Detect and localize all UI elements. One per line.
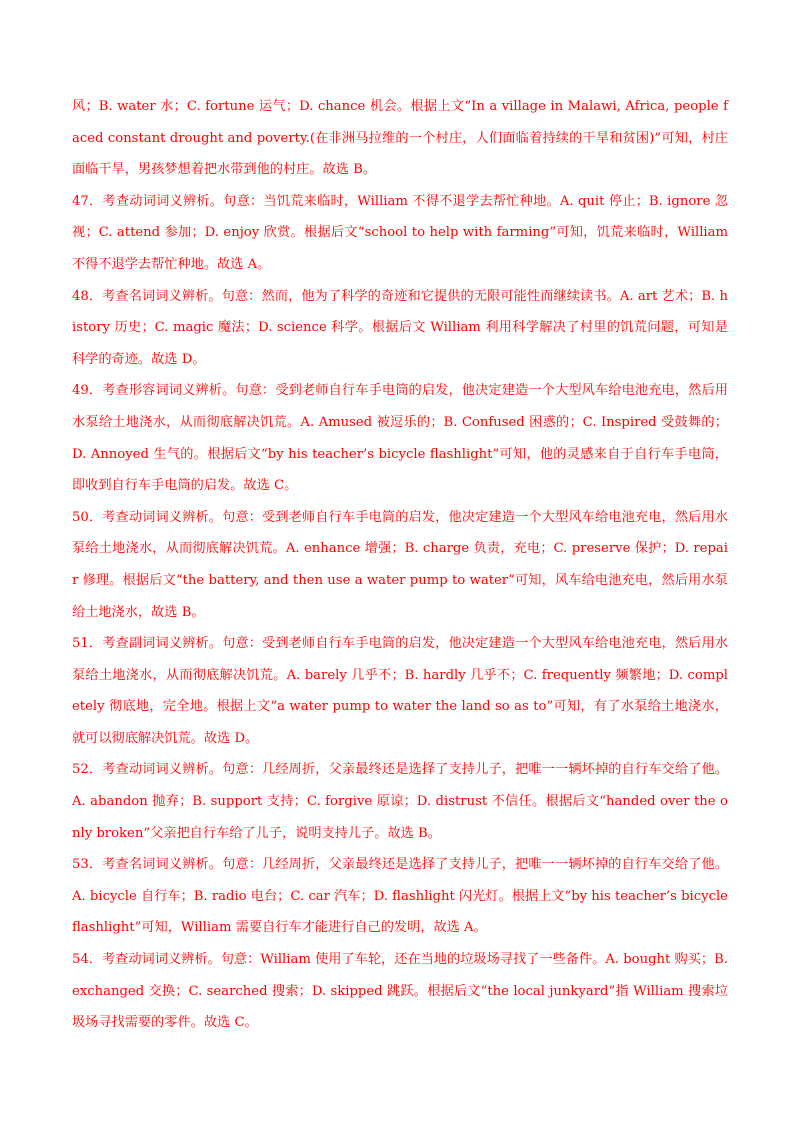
paragraph-49: 49．考查形容词词义辨析。句意：受到老师自行车手电筒的启发，他决定建造一个大型风车给电池充电，然后用水泵给土地浇水，从而彻底解决饥荒。A. Amused 被逗乐的；B. Confused 困惑的；C. Inspired 受鼓舞的；D. Annoyed 生气的。根据后文“by his teacher’s bicycle flashlight”可知，他的灵感来自于自行车手电筒，即收到自行车手电筒的启发。故选 C。 xyxy=(72,383,728,494)
paragraph-47: 47．考查动词词义辨析。句意：当饥荒来临时，William 不得不退学去帮忙种地。A. quit 停止；B. ignore 忽视；C. attend 参加；D. enjoy 欣赏。根据后文“school to help with farming”可知，饥荒来临时，William 不得不退学去帮忙种地。故选 A。 xyxy=(72,193,728,272)
answer-explanations xyxy=(72,91,728,1039)
paragraph-53: 53．考查名词词义辨析。句意：几经周折，父亲最终还是选择了支持儿子，把唯一一辆坏掉的自行车交给了他。A. bicycle 自行车；B. radio 电台；C. car 汽车；D. flashlight 闪光灯。根据上文“by his teacher’s bicycle flashlight”可知，William 需要自行车才能进行自己的发明，故选 A。 xyxy=(72,857,728,936)
paragraph-46-continued: 风；B. water 水；C. fortune 运气；D. chance 机会。根据上文“In a village in Malawi, Africa, people faced constant drought and poverty.(在非洲马拉维的一个村庄，人们面临着持续的干旱和贫困)”可知，村庄面临干旱，男孩梦想着把水带到他的村庄。故选 B。 xyxy=(72,99,728,178)
paragraph-54: 54．考查动词词义辨析。句意：William 使用了车轮，还在当地的垃圾场寻找了一些备件。A. bought 购买；B. exchanged 交换；C. searched 搜索；D. skipped 跳跃。根据后文“the local junkyard”指 William 搜索垃圾场寻找需要的零件。故选 C。 xyxy=(72,952,728,1031)
paragraph-51: 51．考查副词词义辨析。句意：受到老师自行车手电筒的启发，他决定建造一个大型风车给电池充电，然后用水泵给土地浇水，从而彻底解决饥荒。A. barely 几乎不；B. hardly 几乎不；C. frequently 频繁地；D. completely 彻底地，完全地。根据上文“a water pump to water the land so as to”可知，有了水泵给土地浇水，就可以彻底解决饥荒。故选 D。 xyxy=(72,636,728,746)
paragraph-48: 48．考查名词词义辨析。句意：然而，他为了科学的奇迹和它提供的无限可能性而继续读书。A. art 艺术；B. history 历史；C. magic 魔法；D. science 科学。根据后文 William 利用科学解决了村里的饥荒问题，可知是科学的奇迹。故选 D。 xyxy=(72,288,728,367)
paragraph-50: 50．考查动词词义辨析。句意：受到老师自行车手电筒的启发，他决定建造一个大型风车给电池充电，然后用水泵给土地浇水，从而彻底解决饥荒。A. enhance 增强；B. charge 负责，充电；C. preserve 保护；D. repair 修理。根据后文“the battery, and then use a water pump to water”可知，风车给电池充电，然后用水泵给土地浇水，故选 B。 xyxy=(72,509,728,620)
paragraph-52: 52．考查动词词义辨析。句意：几经周折，父亲最终还是选择了支持儿子，把唯一一辆坏掉的自行车交给了他。A. abandon 抛弃；B. support 支持；C. forgive 原谅；D. distrust 不信任。根据后文“handed over the only broken”父亲把自行车给了儿子，说明支持儿子。故选 B。 xyxy=(72,762,728,841)
